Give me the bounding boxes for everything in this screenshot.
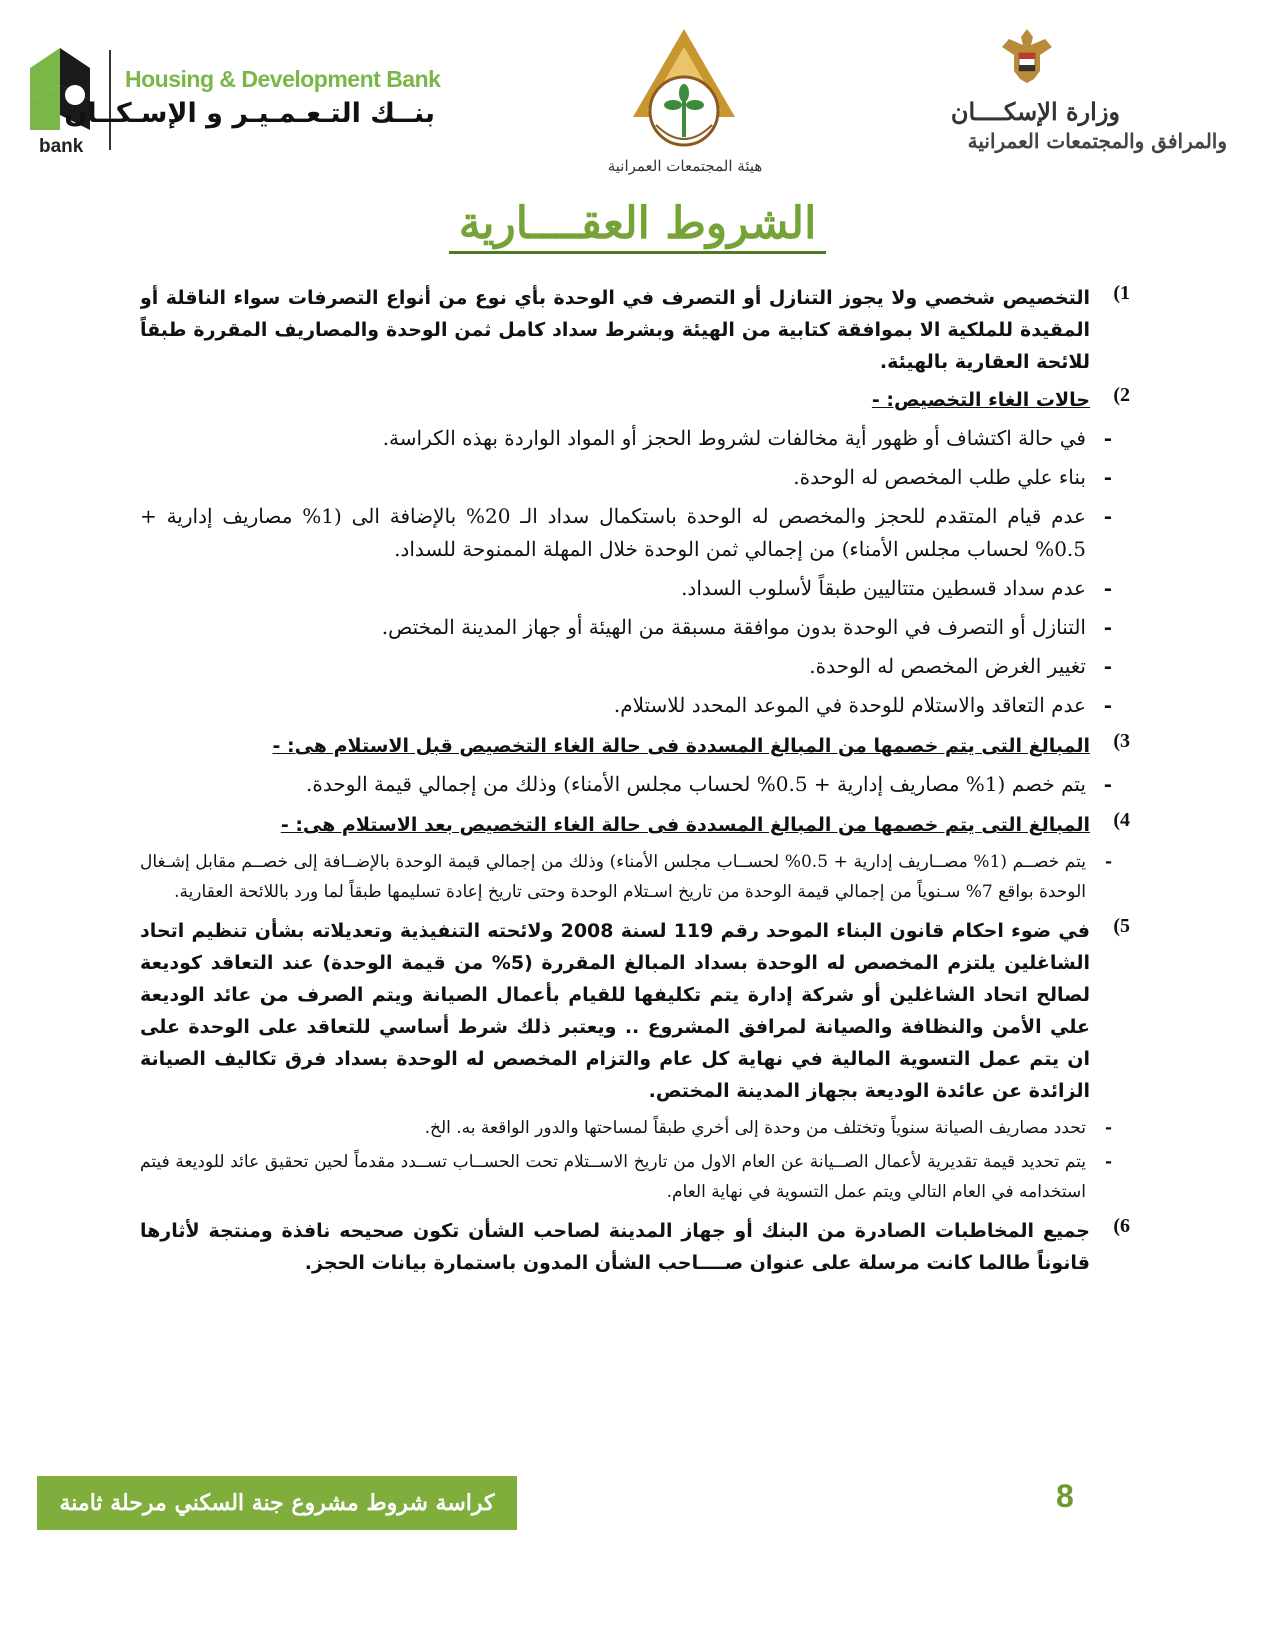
term-number: 6) (1113, 1215, 1130, 1237)
page-header (0, 0, 1275, 200)
term-item-2 (140, 384, 1130, 416)
terms-content (140, 282, 1130, 1422)
term-heading-text: المبالغ التى يتم خصمها من المبالغ المسددة فى حالة الغاء التخصيص بعد الاستلام هى: - (280, 814, 1090, 836)
bank-name-en: Housing & Development Bank (125, 66, 441, 92)
term-text: التخصيص شخصي ولا يجوز التنازل أو التصرف في الوحدة بأي نوع من أنواع التصرفات سواء الناقلة أو المقيدة للملكية الا بموافقة كتابية من الهيئة وبشرط سداد كامل ثمن الوحدة والمصاريف المقررة طبقاً للائحة العقارية بالهيئة. (140, 287, 1090, 373)
term-text: في ضوء احكام قانون البناء الموحد رقم 119 لسنة 2008 ولائحته التنفيذية وتعديلاته بشأن تنظيم اتحاد الشاغلين يلتزم المخصص له الوحدة بسداد المبالغ المقررة (5% من قيمة الوحدة) عند التعاقد كوديعة لصالح اتحاد الشاغلين أو شركة إدارة يتم تكليفها للقيام بأعمال الصيانة ويتم الصرف من عائد الوديعة علي الأمن والنظافة والصيانة لمرافق المشروع .. ويعتبر ذلك شرط أساسي للتعاقد على الوحدة على ان يتم عمل التسوية المالية في نهاية كل عام والتزام المخصص له الوحدة بسداد فرق تكاليف الصيانة الزائدة عن عائدة الوديعة بجهاز المدينة المختص. (140, 920, 1091, 1102)
list-item: - بناء علي طلب المخصص له الوحدة. (140, 461, 1130, 494)
term-number: 3) (1113, 730, 1130, 752)
page-title (0, 198, 1275, 249)
term-item-4 (140, 809, 1130, 841)
term-item-3 (140, 730, 1130, 762)
footer-band: كراسة شروط مشروع جنة السكني مرحلة ثامنة (37, 1476, 517, 1530)
ministry-block (905, 25, 1235, 165)
authority-logo-block (585, 25, 785, 185)
term-text: جميع المخاطبات الصادرة من البنك أو جهاز المدينة لصاحب الشأن تكون صحيحه نافذة ومنتجة لأثارها قانوناً طالما كانت مرسلة على عنوان صــــاحب الشأن المدون باستمارة بيانات الحجز. (140, 1220, 1090, 1274)
list-item: - عدم سداد قسطين متتاليين طبقاً لأسلوب السداد. (140, 572, 1130, 605)
term-number: 5) (1113, 915, 1130, 937)
list-item: - عدم قيام المتقدم للحجز والمخصص له الوحدة باستكمال سداد الـ 20% بالإضافة الى (1% مصاريف إدارية + 0.5% لحساب مجلس الأمناء) من إجمالي ثمن الوحدة خلال المهلة الممنوحة للسداد. (140, 500, 1130, 566)
cancellation-cases-list (140, 422, 1130, 722)
term-heading-text: حالات الغاء التخصيص: - (871, 389, 1090, 411)
term-heading (140, 384, 1090, 416)
term-number: 4) (1113, 809, 1130, 831)
eagle-emblem-icon (1000, 25, 1055, 85)
bank-word: bank (39, 136, 84, 157)
term-heading (140, 809, 1090, 841)
term-heading (140, 730, 1090, 762)
list-item: - عدم التعاقد والاستلام للوحدة في الموعد المحدد للاستلام. (140, 689, 1130, 722)
term-number: 2) (1113, 384, 1130, 406)
list-item: - يتم خصــم (1% مصــاريف إدارية + 0.5% لحســاب مجلس الأمناء) وذلك من إجمالي قيمة الوحدة بالإضــافة إلى خصــم مقابل إشـغال الوحدة بواقع 7% سـنوياً من إجمالي قيمة الوحدة من تاريخ اسـتلام الوحدة وحتى تاريخ إعادة تسليمها طبقاً لما ورد باللائحة العقارية. (140, 847, 1130, 907)
ministry-name-line1: وزارة الإسكــــان (950, 97, 1120, 126)
term-item-5 (140, 915, 1130, 1107)
list-item: - التنازل أو التصرف في الوحدة بدون موافقة مسبقة من الهيئة أو جهاز المدينة المختص. (140, 611, 1130, 644)
page-title-text: الشروط العقــــارية (449, 198, 827, 254)
list-item: - تحدد مصاريف الصيانة سنوياً وتختلف من وحدة إلى أخري طبقاً لمساحتها والدور الواقعة به. الخ. (140, 1113, 1130, 1143)
authority-caption: هيئة المجتمعات العمرانية (607, 157, 763, 175)
authority-emblem-icon (623, 25, 745, 155)
term-heading-text: المبالغ التى يتم خصمها من المبالغ المسددة فى حالة الغاء التخصيص قبل الاستلام هى: - (272, 735, 1090, 757)
deductions-before-list (140, 768, 1130, 801)
hdb-logo-block (25, 40, 445, 160)
list-item: - تغيير الغرض المخصص له الوحدة. (140, 650, 1130, 683)
list-item: - يتم تحديد قيمة تقديرية لأعمال الصــيانة عن العام الاول من تاريخ الاســتلام تحت الحســاب تســدد مقدماً لحين تحقيق عائد للوديعة فيتم استخدامه في العام التالي ويتم عمل التسوية في نهاية العام. (140, 1147, 1130, 1207)
bank-name-ar: بنــك التـعـمـيـر و الإسـكــان (64, 98, 435, 129)
ministry-name-line2: والمرافق والمجتمعات العمرانية (967, 129, 1227, 153)
list-item: - في حالة اكتشاف أو ظهور أية مخالفات لشروط الحجز أو المواد الواردة بهذه الكراسة. (140, 422, 1130, 455)
list-item: - يتم خصم (1% مصاريف إدارية + 0.5% لحساب مجلس الأمناء) وذلك من إجمالي قيمة الوحدة. (140, 768, 1130, 801)
deductions-after-list (140, 847, 1130, 907)
term-item-6 (140, 1215, 1130, 1279)
term-number: 1) (1113, 282, 1130, 304)
page-number: 8 (1056, 1478, 1074, 1514)
term-item-1 (140, 282, 1130, 378)
maintenance-list (140, 1113, 1130, 1207)
